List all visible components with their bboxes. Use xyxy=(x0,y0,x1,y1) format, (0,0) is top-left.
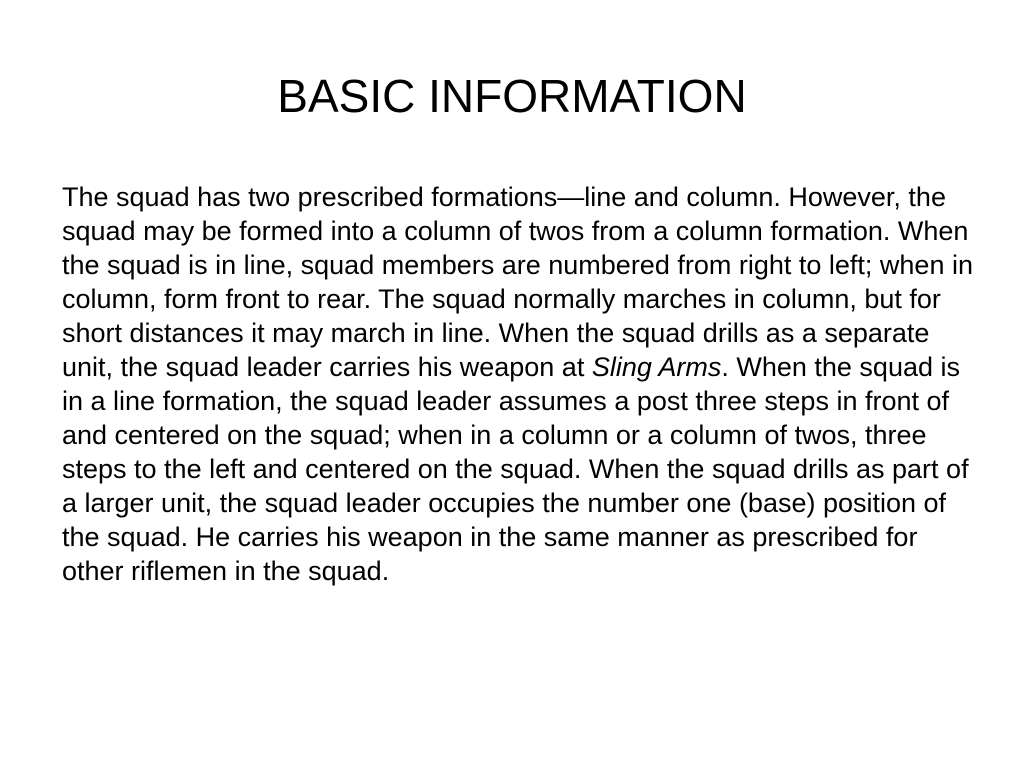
body-text-part-1: The squad has two prescribed formations—line and column. However, the squad may be formed into a column of twos from a column formation. When the squad is in line, squad members are numbered from right to left; when in column, form front to rear. The squad normally marches in column, but for short distances it may march in line. When the squad drills as a separate unit, the squad leader carries his weapon at xyxy=(62,182,973,382)
body-text-part-2: . When the squad is in a line formation, the squad leader assumes a post three steps in front of and centered on the squad; when in a column or a column of twos, three steps to the left and centered on the squad. When the squad drills as part of a larger unit, the squad leader occupies the number one (base) position of the squad. He carries his weapon in the same manner as prescribed for other riflemen in the squad. xyxy=(62,352,969,586)
body-text-emphasis: Sling Arms xyxy=(591,352,722,382)
slide-body-paragraph xyxy=(62,180,974,588)
slide-title: BASIC INFORMATION xyxy=(277,70,747,122)
